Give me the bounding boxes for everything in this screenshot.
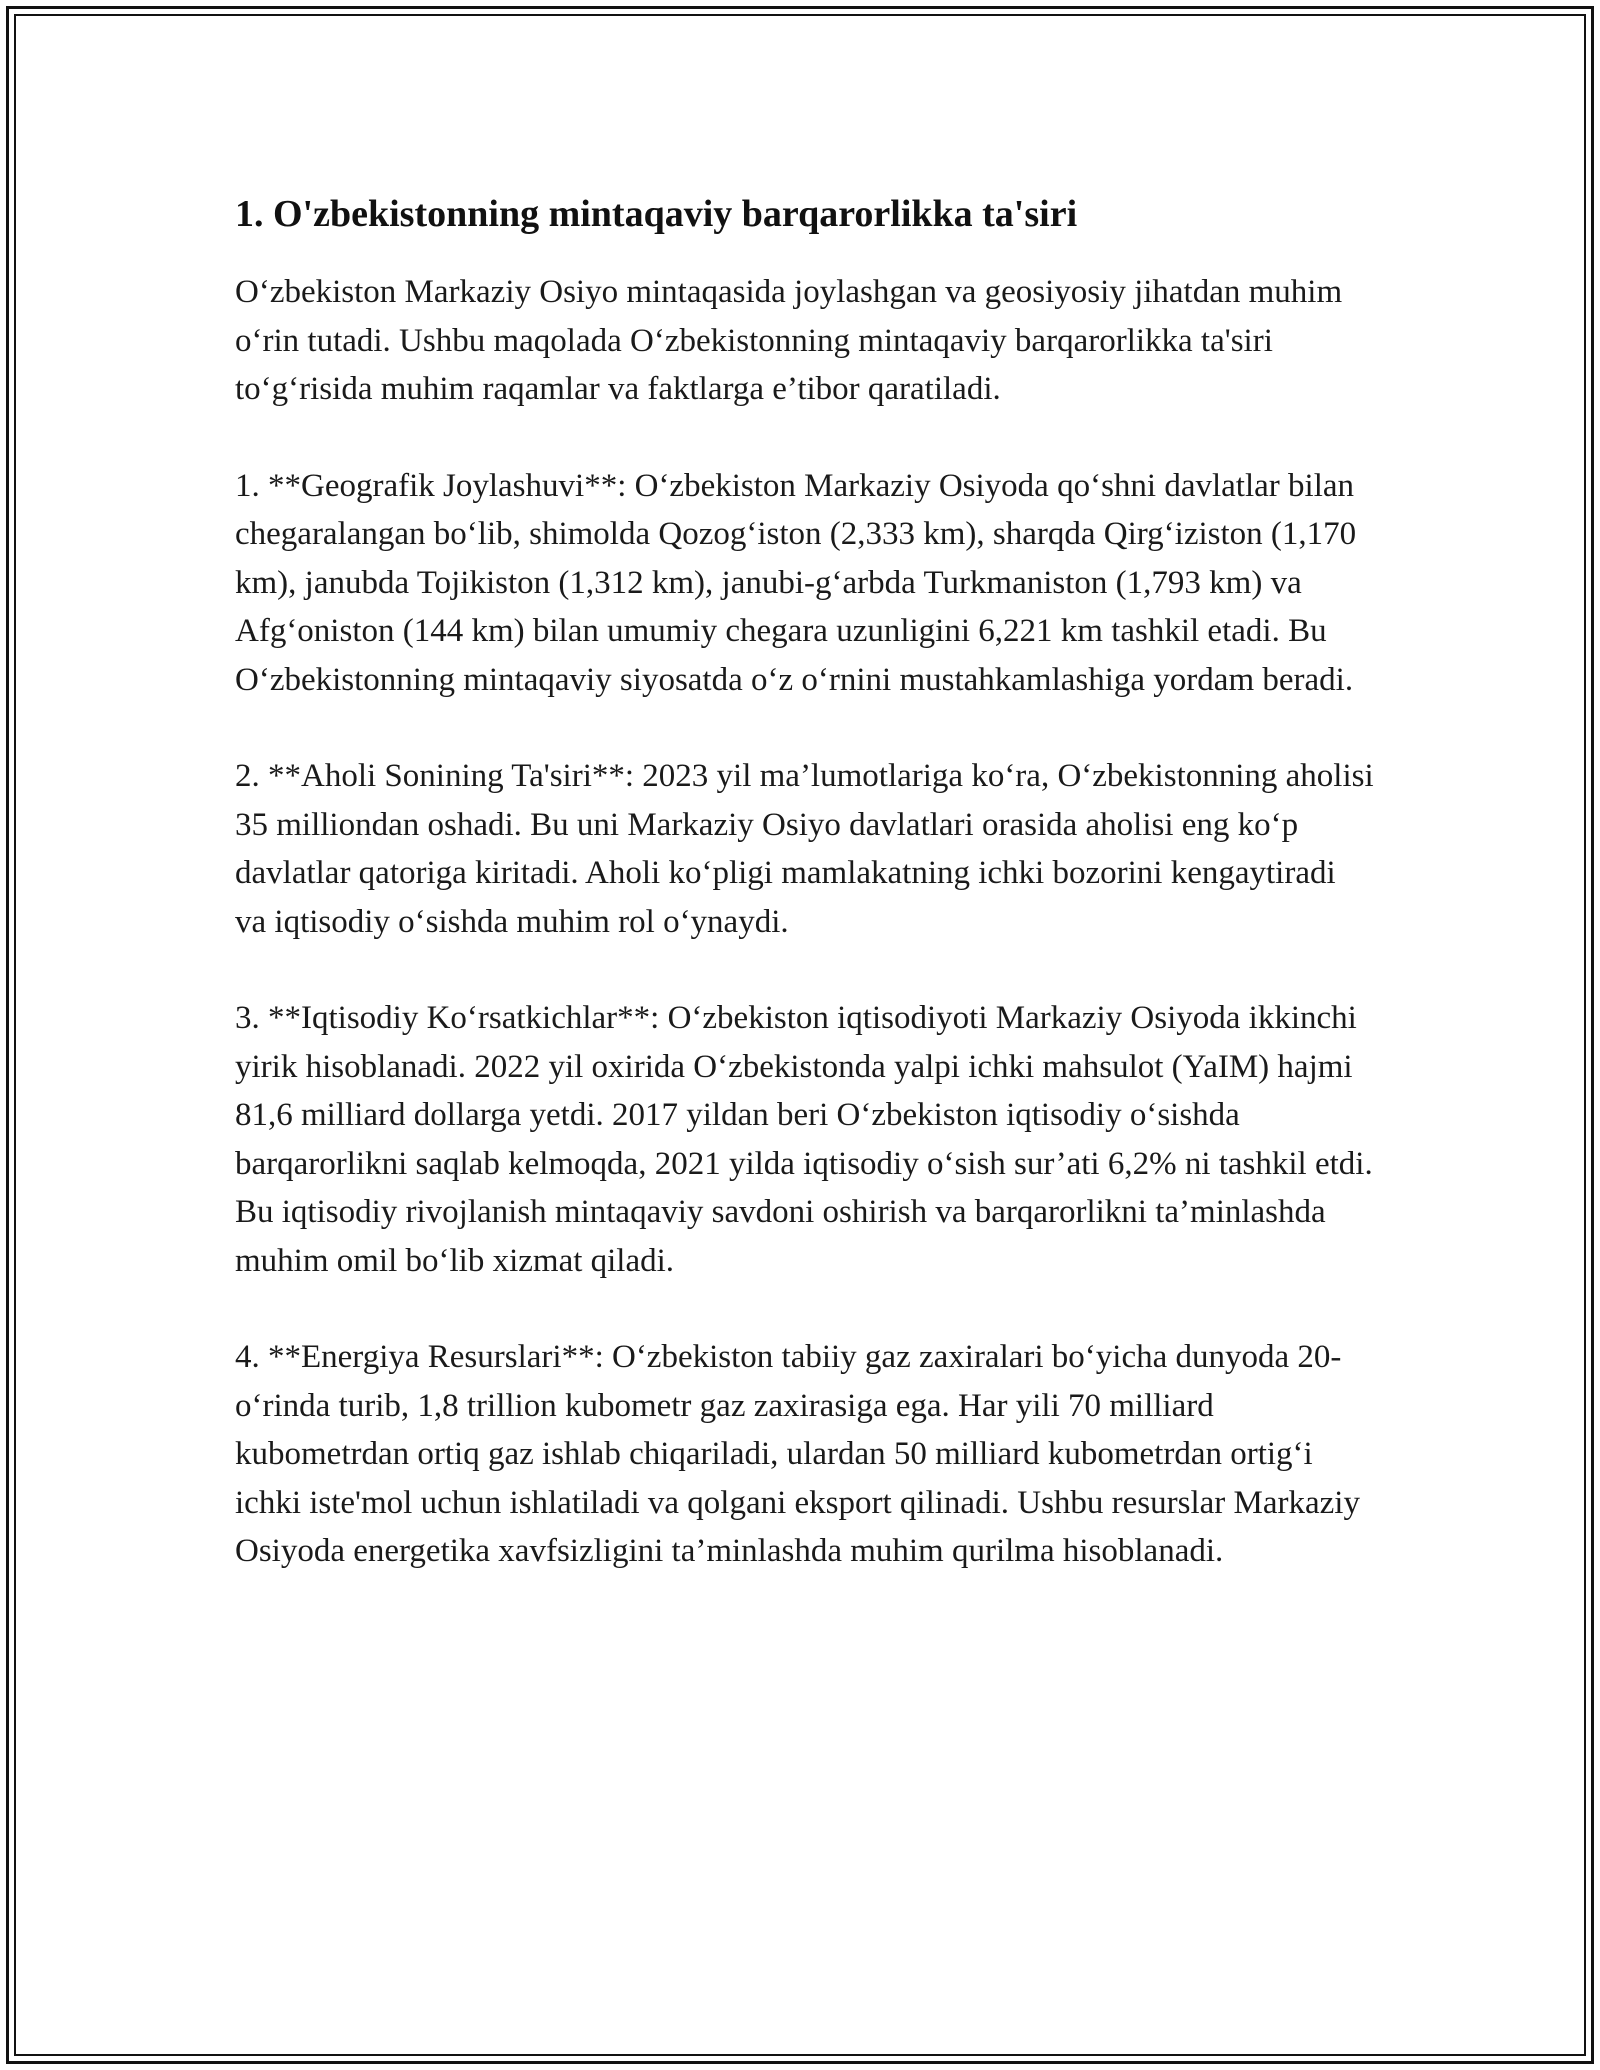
section-population: 2. **Aholi Sonining Ta'siri**: 2023 yil ma’lumotlariga ko‘ra, O‘zbekistonning aholisi 35 milliondan oshadi. Bu uni Markaziy Osiyo davlatlari orasida aholisi eng ko‘p davlatlar qatoriga kiritadi. Aholi ko‘pligi mamlakatning ichki bozorini kengaytiradi va iqtisodiy o‘sishda muhim rol o‘ynaydi.	[235, 758, 1374, 940]
document-title: 1. O'zbekistonning mintaqaviy barqarorlikka ta'siri	[235, 193, 1078, 235]
section-geography: 1. **Geografik Joylashuvi**: O‘zbekiston Markaziy Osiyoda qo‘shni davlatlar bilan chegaralangan bo‘lib, shimolda Qozog‘iston (2,333 km), sharqda Qirg‘iziston (1,170 km), janubda Tojikiston (1,312 km), janubi-g‘arbda Turkmaniston (1,793 km) va Afg‘oniston (144 km) bilan umumiy chegara uzunligini 6,221 km tashkil etadi. Bu O‘zbekistonning mintaqaviy siyosatda o‘z o‘rnini mustahkamlashiga yordam beradi.	[235, 467, 1357, 698]
document-body	[235, 186, 1375, 1624]
section-energy: 4. **Energiya Resurslari**: O‘zbekiston tabiiy gaz zaxiralari bo‘yicha dunyoda 20-o‘rinda turib, 1,8 trillion kubometr gaz zaxirasiga ega. Har yili 70 milliard kubometrdan ortiq gaz ishlab chiqariladi, ulardan 50 milliard kubometrdan ortig‘i ichki iste'mol uchun ishlatiladi va qolgani eksport qilinadi. Ushbu resurslar Markaziy Osiyoda energetika xavfsizligini ta’minlashda muhim qurilma hisoblanadi.	[235, 1339, 1360, 1569]
intro-paragraph: O‘zbekiston Markaziy Osiyo mintaqasida joylashgan va geosiyosiy jihatdan muhim o‘rin tutadi. Ushbu maqolada O‘zbekistonning mintaqaviy barqarorlikka ta'siri to‘g‘risida muhim raqamlar va faktlarga e’tibor qaratiladi.	[235, 274, 1343, 407]
section-economy: 3. **Iqtisodiy Ko‘rsatkichlar**: O‘zbekiston iqtisodiyoti Markaziy Osiyoda ikkinchi yirik hisoblanadi. 2022 yil oxirida O‘zbekistonda yalpi ichki mahsulot (YaIM) hajmi 81,6 milliard dollarga yetdi. 2017 yildan beri O‘zbekiston iqtisodiy o‘sishda barqarorlikni saqlab kelmoqda, 2021 yilda iqtisodiy o‘sish sur’ati 6,2% ni tashkil etdi. Bu iqtisodiy rivojlanish mintaqaviy savdoni oshirish va barqarorlikni ta’minlashda muhim omil bo‘lib xizmat qiladi.	[235, 1000, 1373, 1279]
